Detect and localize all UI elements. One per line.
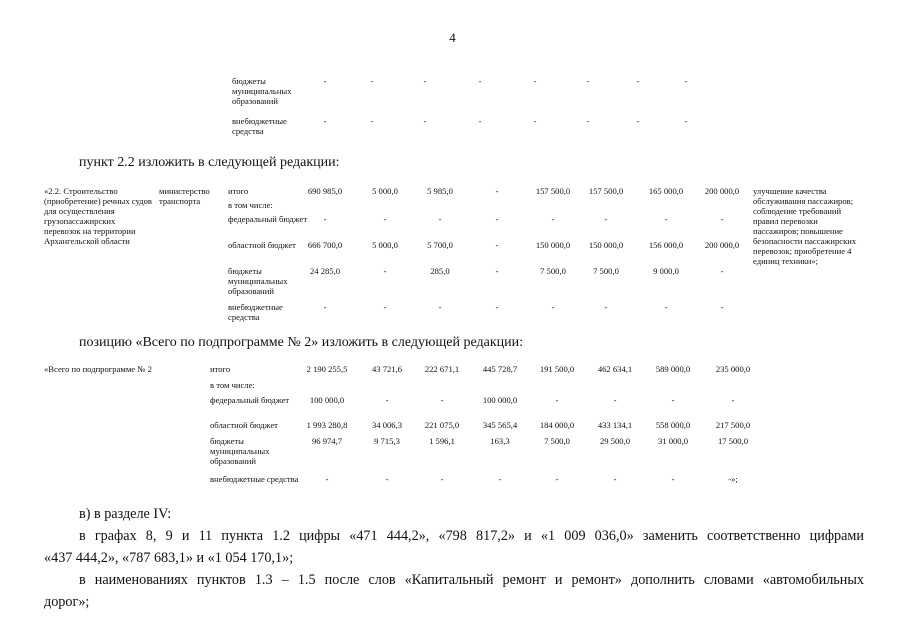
total-cell: - (613, 395, 617, 405)
total-name: «Всего по подпрограмме № 2 (44, 364, 152, 374)
total-cell: 17 500,0 (717, 436, 749, 446)
item-cell: - (664, 302, 668, 312)
item-cell: 285,0 (430, 266, 450, 276)
total-cell: 29 500,0 (599, 436, 631, 446)
top-row-label: внебюджетные средства (232, 116, 287, 136)
item-cell: - (551, 214, 555, 224)
total-cell: 100 000,0 (482, 395, 518, 405)
item-cell: - (495, 266, 499, 276)
total-cell: 34 006,3 (371, 420, 403, 430)
top-cell: - (370, 76, 374, 86)
item-cell: - (495, 214, 499, 224)
top-cell: - (586, 76, 590, 86)
paragraph-names-line2: дорог»; (44, 594, 90, 610)
item-cell: - (323, 302, 327, 312)
total-row-label: итого (210, 364, 231, 374)
item-cell: 5 700,0 (427, 240, 453, 250)
total-row-label: бюджеты муниципальных образований (210, 436, 270, 466)
item-row-label: федеральный бюджет (228, 214, 308, 224)
item-row-label: в том числе: (228, 200, 273, 210)
total-cell: 96 974,7 (311, 436, 343, 446)
total-row-label: внебюджетные средства (210, 474, 299, 484)
total-cell: - (498, 474, 502, 484)
page-number: 4 (449, 30, 456, 45)
top-cell: - (684, 116, 688, 126)
top-cell: - (533, 116, 537, 126)
item-cell: 9 000,0 (653, 266, 679, 276)
item-result: улучшение качества обслуживания пассажиров; соблюдение требований правил перевозки пассажиров; повышение безопасности пассажирских перевозок; приобретение 4 единиц техники»; (753, 186, 857, 266)
total-cell: 191 500,0 (539, 364, 575, 374)
item-cell: 5 000,0 (372, 240, 398, 250)
item-cell: - (323, 214, 327, 224)
total-cell: 462 634,1 (597, 364, 633, 374)
item-cell: - (495, 186, 499, 196)
total-cell: 163,3 (490, 436, 510, 446)
total-row-label: федеральный бюджет (210, 395, 290, 405)
item-row-label: бюджеты муниципальных образований (228, 266, 288, 296)
item-row-label: внебюджетные средства (228, 302, 283, 322)
item-row-label: итого (228, 186, 249, 196)
total-cell: 217 500,0 (715, 420, 751, 430)
total-cell: - (385, 474, 389, 484)
item-cell: 5 000,0 (372, 186, 398, 196)
top-cell: - (478, 76, 482, 86)
item-cell: 157 500,0 (588, 186, 624, 196)
item-cell: - (438, 214, 442, 224)
item-cell: 150 000,0 (535, 240, 571, 250)
item-cell: 24 285,0 (309, 266, 341, 276)
top-cell: - (586, 116, 590, 126)
total-cell: 558 000,0 (655, 420, 691, 430)
total-cell: 184 000,0 (539, 420, 575, 430)
item-cell: 5 985,0 (427, 186, 453, 196)
item-cell: - (495, 240, 499, 250)
top-cell: - (323, 116, 327, 126)
item-cell: 150 000,0 (588, 240, 624, 250)
item-cell: 690 985,0 (307, 186, 343, 196)
total-cell: - (613, 474, 617, 484)
total-cell: - (555, 395, 559, 405)
item-cell: 200 000,0 (704, 240, 740, 250)
top-cell: - (533, 76, 537, 86)
item-name: «2.2. Строительство (приобретение) речных судов для осуществления грузопассажирских перевозок на территории Архангельской области (44, 186, 152, 246)
total-cell: 433 134,1 (597, 420, 633, 430)
total-cell: - (385, 395, 389, 405)
total-cell: 43 721,6 (371, 364, 403, 374)
item-cell: - (383, 302, 387, 312)
item-cell: 666 700,0 (307, 240, 343, 250)
total-cell: 589 000,0 (655, 364, 691, 374)
item-cell: - (720, 214, 724, 224)
top-cell: - (684, 76, 688, 86)
heading-item-2-2: пункт 2.2 изложить в следующей редакции: (79, 155, 340, 170)
item-cell: 200 000,0 (704, 186, 740, 196)
total-cell: - (671, 474, 675, 484)
total-cell: 31 000,0 (657, 436, 689, 446)
top-cell: - (636, 116, 640, 126)
item-cell: - (664, 214, 668, 224)
item-cell: - (720, 302, 724, 312)
item-cell: 7 500,0 (593, 266, 619, 276)
item-row-label: областной бюджет (228, 240, 296, 250)
total-cell: 1 993 280,8 (306, 420, 348, 430)
total-cell: - (671, 395, 675, 405)
item-cell: - (383, 214, 387, 224)
total-cell: 445 728,7 (482, 364, 518, 374)
item-cell: 157 500,0 (535, 186, 571, 196)
total-cell: 1 596,1 (429, 436, 455, 446)
item-cell: - (383, 266, 387, 276)
item-cell: - (604, 214, 608, 224)
item-cell: 156 000,0 (648, 240, 684, 250)
top-cell: - (636, 76, 640, 86)
top-cell: - (478, 116, 482, 126)
total-cell: -»; (728, 474, 738, 484)
total-row-label: областной бюджет (210, 420, 278, 430)
total-cell: 100 000,0 (309, 395, 345, 405)
top-cell: - (423, 116, 427, 126)
total-cell: - (555, 474, 559, 484)
item-cell: 165 000,0 (648, 186, 684, 196)
total-row-label: в том числе: (210, 380, 255, 390)
heading-total: позицию «Всего по подпрограмме № 2» изложить в следующей редакции: (79, 335, 524, 350)
item-cell: 7 500,0 (540, 266, 566, 276)
total-cell: 9 715,3 (374, 436, 400, 446)
total-cell: 7 500,0 (544, 436, 570, 446)
total-cell: 235 000,0 (715, 364, 751, 374)
total-cell: 221 075,0 (424, 420, 460, 430)
item-cell: - (604, 302, 608, 312)
total-cell: - (440, 395, 444, 405)
total-cell: - (731, 395, 735, 405)
total-cell: - (325, 474, 329, 484)
top-cell: - (370, 116, 374, 126)
paragraph-graphs-line2: «437 444,2», «787 683,1» и «1 054 170,1»; (44, 550, 294, 566)
paragraph-graphs-line1: в графах 8, 9 и 11 пункта 1.2 цифры «471 444,2», «798 817,2» и «1 009 036,0» заменить соответственно цифрами (79, 528, 864, 544)
top-row-label: бюджеты муниципальных образований (232, 76, 292, 106)
top-cell: - (423, 76, 427, 86)
item-cell: - (551, 302, 555, 312)
total-cell: - (440, 474, 444, 484)
item-cell: - (438, 302, 442, 312)
total-cell: 2 190 255,5 (306, 364, 348, 374)
paragraph-section-iv: в) в разделе IV: (79, 506, 172, 522)
total-cell: 222 671,1 (424, 364, 460, 374)
item-cell: - (720, 266, 724, 276)
item-cell: - (495, 302, 499, 312)
item-executor: министерство транспорта (159, 186, 210, 206)
total-cell: 345 565,4 (482, 420, 518, 430)
top-cell: - (323, 76, 327, 86)
paragraph-names-line1: в наименованиях пунктов 1.3 – 1.5 после слов «Капитальный ремонт и ремонт» дополнить словами «автомобильных (79, 572, 864, 588)
